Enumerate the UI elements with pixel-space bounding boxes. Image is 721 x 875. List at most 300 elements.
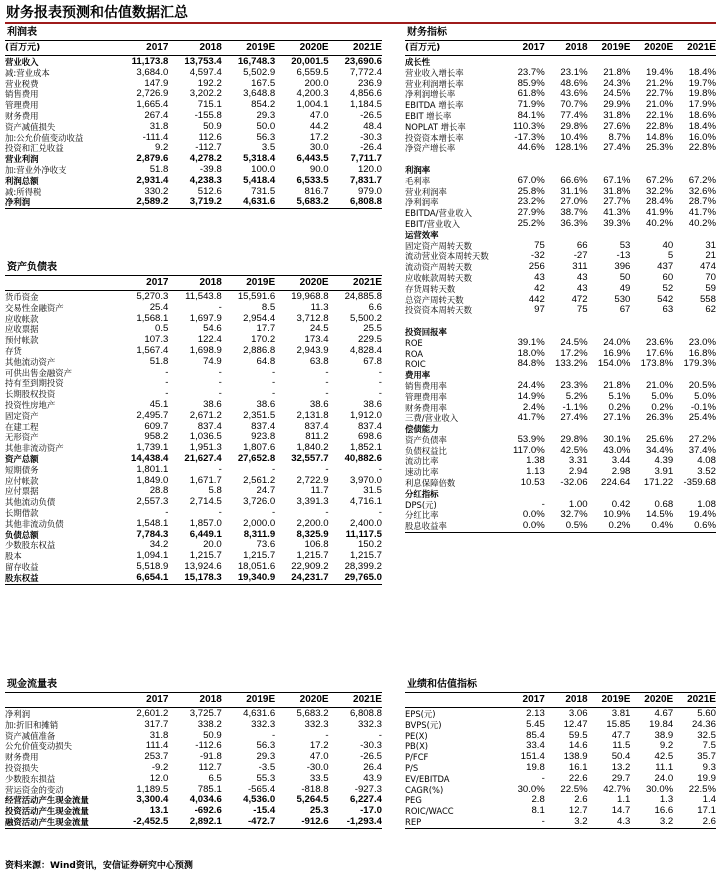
row-label: 财务费用率 [405,402,447,413]
cell-value: - [271,366,276,378]
cell-value [630,316,673,327]
cell-value: 40.2% [688,217,716,229]
cell-value: 16.9% [603,347,631,359]
cell-value: 28.8 [149,485,169,497]
cell-value: - [378,388,382,400]
cell-value: - [378,377,382,389]
cell-value: 396 [614,261,631,273]
cell-value: 128.1% [555,142,588,154]
cell-value: 8.5 [261,301,276,313]
row-label: ROIC/WACC [405,806,454,817]
cell-value: 17.7 [256,323,276,335]
cell-value: 147.9 [144,77,169,89]
cell-value: 8.7% [608,131,631,143]
row-label: EBIT 增长率 [405,110,452,121]
cell-value: 2,879.6 [136,153,169,165]
row-label: EV/EBITDA [405,773,450,784]
cell-value: 43 [576,271,588,283]
table-row [405,817,716,828]
cell-value: 40,882.6 [344,452,382,464]
table-row [5,573,382,584]
cell-value: 0.42 [611,498,631,510]
cell-value: 47.0 [309,751,329,763]
cell-value: 2,671.2 [189,409,222,421]
cell-value: 13.2 [611,761,631,773]
year-header: 2019E [246,42,276,53]
cell-value: 8.1 [531,805,545,817]
cell-value: 7,784.3 [136,528,169,540]
cell-value: 14,438.4 [131,452,169,464]
cell-value: -112.6 [195,740,222,752]
cell-value: 1,567.4 [136,344,169,356]
row-label: P/FCF [405,752,429,763]
cell-value: - [541,498,545,510]
row-label: 留存收益 [5,561,39,572]
cell-value: 1,912.0 [349,409,382,421]
cell-value: 23.1% [560,66,588,78]
cell-value: 20.0 [203,539,222,551]
cell-value: 267.4 [144,109,169,121]
cell-value: 22.1% [645,109,674,121]
cell-value: 5,500.2 [349,312,382,324]
row-label: 财务费用 [5,752,39,763]
cell-value: 609.7 [144,420,169,432]
row-label: 营业利润增长率 [405,78,464,89]
cell-value: 38.6 [309,398,329,410]
income-statement [5,25,382,209]
column-header-row [5,41,382,56]
cell-value: 5.2% [565,390,588,402]
cell-value: 7,831.7 [349,174,382,186]
cell-value: 512.6 [197,185,222,197]
row-label: 净利润率 [405,197,439,208]
cell-value: - [165,366,169,378]
table-body [405,709,716,829]
cell-value: 25.4% [688,412,716,424]
cell-value: 2,557.3 [136,496,169,508]
cell-value: - [271,388,276,400]
row-label: 交易性金融资产 [5,302,64,313]
cell-value: 3,648.8 [243,88,276,100]
cell-value: 3.2 [659,815,674,827]
row-label: 存货周转天数 [405,283,456,294]
cell-value: 5.1% [608,390,631,402]
cell-value: 19.9 [697,772,716,784]
cell-value: 4,200.3 [296,88,329,100]
cell-value: 5,264.5 [296,794,329,806]
cell-value: 24.36 [691,718,716,730]
cell-value: 4,536.0 [243,794,276,806]
row-label: P/S [405,762,419,773]
cell-value: 60 [662,271,674,283]
cell-value: 1.3 [659,794,674,806]
cell-value: 97 [534,304,545,316]
cell-value: 51.8 [149,355,169,367]
cell-value: 150.2 [357,539,382,551]
row-label: 加:公允价值变动收益 [5,132,84,143]
cell-value: 19,340.9 [237,571,276,583]
cell-value: 23.2% [517,196,545,208]
row-label: CAGR(%) [405,784,444,795]
cell-value: 5,318.4 [243,153,276,165]
cell-value: 19.8 [526,761,545,773]
row-label: EBIT/营业收入 [405,218,460,229]
cell-value: 67.2% [645,174,674,186]
cell-value: 13.1 [149,805,169,817]
cell-value: 50.9 [203,120,222,132]
cell-value: - [541,772,545,784]
cell-value: 112.7 [198,761,222,773]
cell-value: 39.1% [517,336,545,348]
cell-value: 1.4 [702,794,716,806]
cell-value: 110.3% [512,120,545,132]
cell-value: 715.1 [197,99,222,111]
cell-value: 21.8% [603,66,631,78]
cell-value: 2.6 [574,794,588,806]
cell-value: -912.6 [301,815,329,827]
cell-value: 3.52 [697,466,716,478]
row-label: 速动比率 [405,467,439,478]
row-label: 预付帐款 [5,335,39,346]
cell-value: 236.9 [357,77,382,89]
row-label: PEG [405,795,422,806]
cell-value: 49 [619,282,631,294]
cell-value: 0.4% [651,520,674,532]
cell-value: 37.4% [688,444,716,456]
row-label: 加:营业外净收支 [5,164,67,175]
cell-value: -1.1% [562,401,588,413]
cell-value: 43.9 [363,772,382,784]
cell-value: 0.6% [694,520,716,532]
cell-value: 253.7 [144,751,169,763]
cell-value: 224.64 [601,477,631,489]
cell-value: 51.8 [149,163,169,175]
cell-value: - [325,388,329,400]
cell-value [673,154,716,165]
row-label: 投资回报率 [405,326,447,337]
cell-value: 1.1 [617,794,631,806]
cell-value: 437 [657,261,674,273]
cell-value: 2,726.9 [136,88,169,100]
cell-value: -26.5 [360,109,382,121]
cell-value: 24.0 [654,772,674,784]
cell-value: 27.7% [603,196,631,208]
cell-value: 2,200.0 [296,517,329,529]
cell-value: - [165,377,169,389]
cell-value: 24,231.7 [291,571,329,583]
cell-value: -112.7 [195,142,222,154]
cell-value: -30.3 [360,740,382,752]
cell-value: 6.6 [368,301,382,313]
cell-value: 18.6% [688,109,716,121]
row-label: 流动比率 [405,456,439,467]
cell-value: 133.2% [555,358,588,370]
cell-value: 837.4 [197,420,222,432]
cell-value: 50.0 [256,120,276,132]
cell-value: 27.4% [603,142,631,154]
row-label: 短期债务 [5,464,39,475]
cell-value: 1,215.7 [189,550,222,562]
cell-value: 3,725.7 [189,708,222,719]
cell-value [545,154,588,165]
cell-value: 816.7 [304,185,329,197]
cell-value: 17.2 [309,740,329,752]
cell-value: 3.81 [611,708,631,719]
cell-value: -32.06 [560,477,588,489]
cell-value: 20.5% [688,379,716,391]
cell-value: 22.8% [645,120,674,132]
cell-value: 14.8% [645,131,674,143]
row-label: 销售费用 [5,89,39,100]
cell-value: 6,227.4 [349,794,382,806]
cell-value: - [378,366,382,378]
cell-value: 229.5 [357,334,382,346]
row-label: 资产减值损失 [5,121,56,132]
cell-value: 106.8 [304,539,329,551]
cell-value: 2,351.5 [243,409,276,421]
table-row [5,720,382,731]
row-label: 在建工程 [5,421,39,432]
unit-label [5,693,115,707]
column-header-row [405,41,716,56]
year-header: 2018 [199,277,222,288]
cell-value: 11,543.8 [185,291,222,302]
cell-value: 11,117.5 [345,528,382,540]
row-label: 流动营业资本周转天数 [405,251,489,262]
cell-value: 11.3 [310,301,329,313]
cell-value: 19.84 [649,718,674,730]
cell-value: 4.39 [654,455,674,467]
cell-value: 25.3 [309,805,329,817]
cell-value: -818.8 [301,783,329,795]
cell-value: 1.08 [697,498,716,510]
table-row [405,478,716,489]
section-title: 利润表 [5,25,382,41]
cell-value: - [271,729,276,741]
cell-value: 5,502.9 [243,66,276,78]
year-header: 2021E [687,694,716,705]
cell-value: 47.7 [611,729,631,741]
cell-value: 39.3% [603,217,631,229]
cell-value: -30.3 [360,131,382,143]
column-header-row [5,693,382,708]
cell-value: 36.3% [560,217,588,229]
cell-value: 5,270.3 [136,291,169,302]
cell-value: 29.8% [560,433,588,445]
cell-value: 2,892.1 [189,815,222,827]
cell-value: 5,518.9 [136,560,169,572]
cell-value: 2,561.2 [243,474,276,486]
cell-value: 50 [619,271,631,283]
cell-value: 2,131.8 [296,409,329,421]
row-label: 其他流动负债 [5,497,56,508]
row-label: 利润率 [405,164,431,175]
cell-value: -565.4 [247,783,276,795]
cell-value: -359.68 [683,477,716,489]
cell-value: 3.06 [568,708,588,719]
cell-value: 14.6 [568,740,588,752]
cell-value [630,230,673,241]
cell-value: 31.1% [560,185,588,197]
year-header: 2017 [522,694,545,705]
cell-value: 317.7 [144,718,169,730]
cell-value: 25.6% [645,433,674,445]
cell-value: 2,714.5 [189,496,222,508]
cell-value: 24.7 [256,485,276,497]
cell-value: 154.0% [597,358,631,370]
section-title: 资产负债表 [5,260,382,276]
cell-value: - [541,815,545,827]
cell-value: 67 [619,304,631,316]
table-row [405,774,716,785]
cell-value: 15,178.3 [184,571,222,583]
cell-value: 6,443.5 [296,153,329,165]
cell-value: 29.7 [611,772,631,784]
cell-value: 32,557.7 [291,452,329,464]
row-label: 管理费用率 [405,391,447,402]
year-header: 2021E [353,277,382,288]
cell-value: 332.3 [304,718,329,730]
page-title: 财务报表预测和估值数据汇总 [6,5,188,21]
row-label: 经营活动产生现金流量 [5,795,89,806]
cell-value: 25.2% [517,217,545,229]
cell-value: 442 [528,293,545,305]
cell-value: 16,748.3 [237,56,276,67]
row-label: 投资活动产生现金流量 [5,806,89,817]
cell-value [502,489,545,500]
row-label: ROE [405,337,423,348]
cell-value: 1,184.5 [349,99,382,111]
row-label: 流动资产周转天数 [405,262,472,273]
table-row [405,154,716,165]
cell-value: 32.5 [697,729,716,741]
cell-value: 0.2% [608,401,631,413]
cell-value: 13,753.4 [184,56,222,67]
cell-value: - [218,388,222,400]
cell-value: 811.2 [305,431,329,443]
table-row [405,176,716,187]
row-label: 净利润 [5,197,31,208]
cell-value: 6,808.8 [349,708,382,719]
cell-value: 5 [667,250,674,262]
row-label: 总资产周转天数 [405,294,464,305]
cell-value: 19.8% [688,88,716,100]
cell-value: 29.9% [603,99,631,111]
cell-value: 27,652.8 [237,452,276,464]
cell-value: 122.4 [197,334,222,346]
row-label: 其他非流动负债 [5,518,64,529]
cell-value: 1,189.5 [136,783,169,795]
cell-value: 332.3 [251,718,276,730]
cell-value: 25.4 [149,301,169,313]
cell-value: 66 [576,239,588,251]
year-header: 2020E [299,277,329,288]
row-label: 其他流动资产 [5,356,56,367]
cell-value: 2.13 [526,708,545,719]
cell-value: 14.9% [517,390,545,402]
row-label: 净利润 [5,709,31,719]
cell-value: 31.8% [603,185,631,197]
cell-value: 53 [619,239,631,251]
cell-value: 311 [572,261,588,273]
cell-value: 0.2% [651,401,674,413]
cell-value: 4,716.1 [349,496,382,508]
cell-value: 32.7% [560,509,588,521]
cell-value: 17.6% [645,347,674,359]
row-label: 营业利润 [5,154,39,165]
cell-value [588,230,631,241]
cell-value: 330.2 [144,185,169,197]
cell-value: 70.7% [560,99,588,111]
cell-value: 5.45 [526,718,545,730]
table-row [405,219,716,230]
cell-value: 2.4% [522,401,545,413]
cell-value: 837.4 [357,420,382,432]
cell-value: 2.8 [531,794,545,806]
valuation-indicators [405,677,716,829]
section-title: 财务指标 [405,25,716,41]
cell-value: 171.22 [643,477,674,489]
cell-value: 1,094.1 [136,550,169,562]
cell-value: 15,591.6 [237,291,276,302]
cell-value: 9.3 [702,761,716,773]
cell-value: -9.2 [151,761,169,773]
cell-value: 38.6 [203,398,222,410]
cell-value: 100.0 [251,163,276,175]
table-row [405,359,716,370]
cell-value: 3,202.2 [189,88,222,100]
cell-value: 42.5% [560,444,588,456]
cell-value: - [165,388,169,400]
cell-value: 3.44 [611,455,631,467]
cell-value: 6,559.5 [296,66,329,78]
cell-value: 1,548.1 [136,517,169,529]
cell-value: 5.0% [694,390,716,402]
table-row [405,68,716,79]
cell-value: 22.8% [688,142,716,154]
cell-value [502,316,545,327]
year-header: 2017 [146,42,169,53]
cell-value: 173.8% [640,358,674,370]
cell-value: 2,601.2 [136,708,169,719]
table-body [5,292,382,585]
cell-value: 42.7% [603,783,631,795]
cell-value: 32.2% [645,185,674,197]
cell-value: 472 [571,293,588,305]
cell-value: 35.7 [697,751,716,763]
cell-value: - [218,506,222,518]
cell-value: - [378,506,382,518]
table-row [5,68,382,79]
cell-value [673,230,716,241]
cell-value: 47.0 [309,109,329,121]
cell-value: 3.5 [261,142,276,154]
cell-value: 24.5% [603,88,631,100]
cell-value: 29,765.0 [344,571,382,583]
cell-value: 21.2% [645,77,674,89]
row-label: 存货 [5,345,22,356]
cell-value: - [378,463,382,475]
cell-value: 12.7 [568,805,588,817]
cell-value: 71.9% [517,99,545,111]
cell-value: 56.3 [256,131,276,143]
cell-value: 21.8% [603,379,631,391]
cell-value: 26.3% [645,412,674,424]
row-label: 固定资产 [5,410,39,421]
cell-value: 67.8 [363,355,382,367]
cell-value: 85.4 [526,729,545,741]
cell-value: 1.38 [526,455,545,467]
